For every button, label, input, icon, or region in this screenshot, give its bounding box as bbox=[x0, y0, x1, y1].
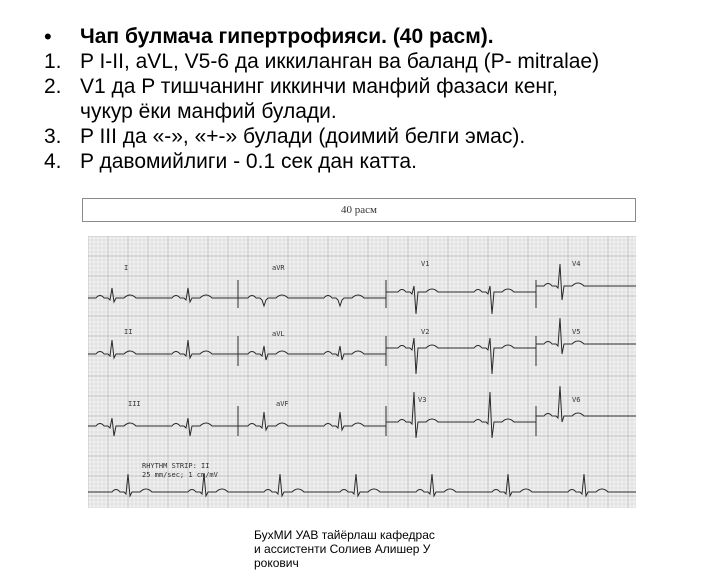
ecg-trace bbox=[386, 392, 536, 438]
lead-label-i: I bbox=[124, 264, 129, 272]
item-text: V1 да P тишчанинг иккинчи манфий фазаси кенг, чукур ёки манфий булади. bbox=[80, 75, 558, 123]
item-text: P I-II, aVL, V5-6 да иккиланган ва баланд (P- mitralae) bbox=[80, 50, 600, 73]
list-heading bbox=[44, 24, 704, 49]
figure-caption-text: 40 расм bbox=[341, 204, 377, 216]
lead-label-v4: V4 bbox=[572, 260, 581, 268]
rhythm-strip-label: RHYTHM STRIP: II bbox=[142, 462, 210, 470]
bullet-marker: • bbox=[44, 24, 52, 49]
item-text: P давомийлиги - 0.1 сек дан катта. bbox=[80, 150, 417, 173]
list-item bbox=[44, 74, 704, 124]
author-credit: БухМИ УАВ тайёрлаш кафедрас и ассистенти Солиев Алишер У рокович bbox=[254, 528, 435, 570]
item-text: P III да «-», «+-» булади (доимий белги эмас). bbox=[80, 125, 526, 148]
lead-label-v1: V1 bbox=[421, 260, 430, 268]
ecg-trace bbox=[88, 340, 238, 358]
lead-label-v6: V6 bbox=[572, 396, 581, 404]
ecg-tracing bbox=[88, 236, 636, 508]
list-item bbox=[44, 149, 704, 174]
heading-text: Чап булмача гипертрофияси. (40 расм). bbox=[80, 25, 494, 48]
lead-label-avf: aVF bbox=[276, 400, 289, 408]
ecg-trace bbox=[536, 264, 636, 300]
list-item bbox=[44, 124, 704, 149]
lead-label-v5: V5 bbox=[572, 328, 581, 336]
item-number: 1. bbox=[44, 50, 62, 73]
list-item bbox=[44, 49, 704, 74]
findings-list bbox=[44, 24, 704, 174]
ecg-image bbox=[88, 236, 636, 508]
ecg-trace bbox=[88, 418, 238, 436]
lead-label-iii: III bbox=[128, 400, 141, 408]
item-number: 2. bbox=[44, 75, 62, 98]
lead-label-v3: V3 bbox=[418, 396, 427, 404]
item-number: 4. bbox=[44, 150, 62, 173]
figure-caption bbox=[82, 198, 636, 222]
lead-label-v2: V2 bbox=[421, 328, 430, 336]
lead-label-avr: aVR bbox=[272, 264, 285, 272]
lead-label-ii: II bbox=[124, 328, 133, 336]
lead-label-avl: aVL bbox=[272, 330, 285, 338]
item-number: 3. bbox=[44, 125, 62, 148]
rhythm-speed-label: 25 mm/sec; 1 cm/mV bbox=[142, 471, 218, 479]
